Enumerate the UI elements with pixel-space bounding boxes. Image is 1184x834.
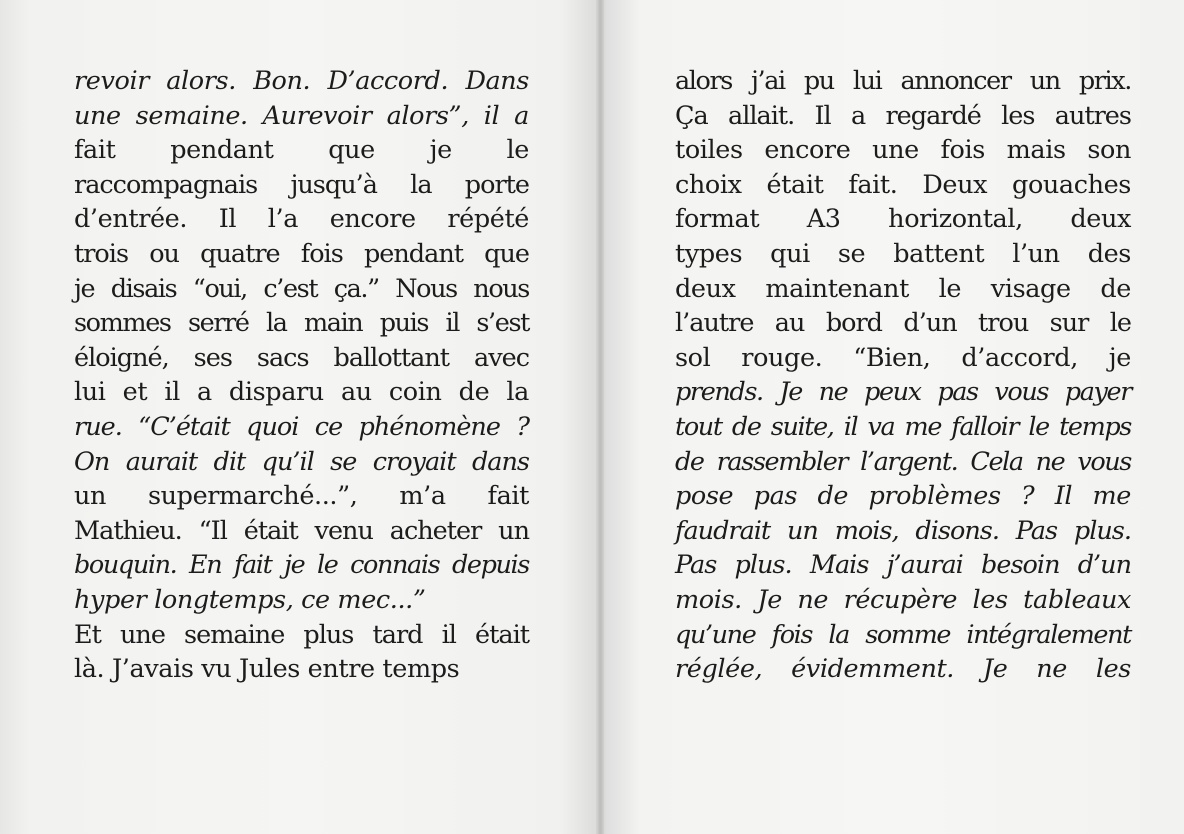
text-line: fait pendant que je le (74, 135, 529, 166)
text-line: l’autre au bord d’un trou sur le (675, 308, 1131, 339)
text-line: un supermarché...”, m’a fait (74, 481, 529, 512)
book-gutter (596, 0, 604, 834)
left-page (74, 64, 529, 687)
text-line: d’entrée. Il l’a encore répété (74, 204, 529, 235)
text-line: deux maintenant le visage de (675, 273, 1131, 304)
text-line: prends. Je ne peux pas vous payer (675, 377, 1131, 408)
text-line: trois ou quatre fois pendant que (74, 238, 529, 269)
text-line: sol rouge. “Bien, d’accord, je (675, 342, 1131, 373)
text-line: sommes serré la main puis il s’est (74, 308, 529, 339)
text-line: raccompagnais jusqu’à la porte (74, 169, 529, 200)
text-line: types qui se battent l’un des (675, 238, 1131, 269)
text-line: Pas plus. Mais j’aurai besoin d’un (675, 550, 1131, 581)
text-line: toiles encore une fois mais son (675, 135, 1131, 166)
text-line: alors j’ai pu lui annoncer un prix. (675, 66, 1131, 96)
text-line: bouquin. En fait je le connais depuis (74, 550, 529, 581)
text-line: rue. “C’était quoi ce phénomène ? (74, 411, 529, 442)
text-line: Et une semaine plus tard il était (74, 619, 529, 650)
text-line: qu’une fois la somme intégralement (675, 619, 1131, 650)
text-line: là. J’avais vu Jules entre temps (74, 654, 460, 685)
right-page (675, 64, 1131, 687)
text-line: de rassembler l’argent. Cela ne vous (675, 446, 1131, 477)
text-line: Mathieu. “Il était venu acheter un (74, 515, 529, 546)
text-line: mois. Je ne récupère les tableaux (675, 584, 1131, 615)
text-line: faudrait un mois, disons. Pas plus. (675, 515, 1131, 546)
text-line: On aurait dit qu’il se croyait dans (74, 446, 529, 477)
text-line: tout de suite, il va me falloir le temps (675, 411, 1131, 442)
text-line: pose pas de problèmes ? Il me (675, 481, 1131, 512)
text-line: réglée, évidemment. Je ne les (675, 654, 1131, 685)
text-line: Ça allait. Il a regardé les autres (675, 100, 1131, 131)
text-line: lui et il a disparu au coin de la (74, 377, 529, 408)
text-line: revoir alors. Bon. D’accord. Dans (74, 66, 529, 96)
text-line: éloigné, ses sacs ballottant avec (74, 342, 529, 373)
text-line: choix était fait. Deux gouaches (675, 169, 1131, 200)
text-line: une semaine. Aurevoir alors”, il a (74, 100, 529, 131)
text-line: je disais “oui, c’est ça.” Nous nous (74, 273, 529, 304)
text-line: hyper longtemps, ce mec...” (74, 584, 426, 615)
text-line: format A3 horizontal, deux (675, 204, 1131, 235)
